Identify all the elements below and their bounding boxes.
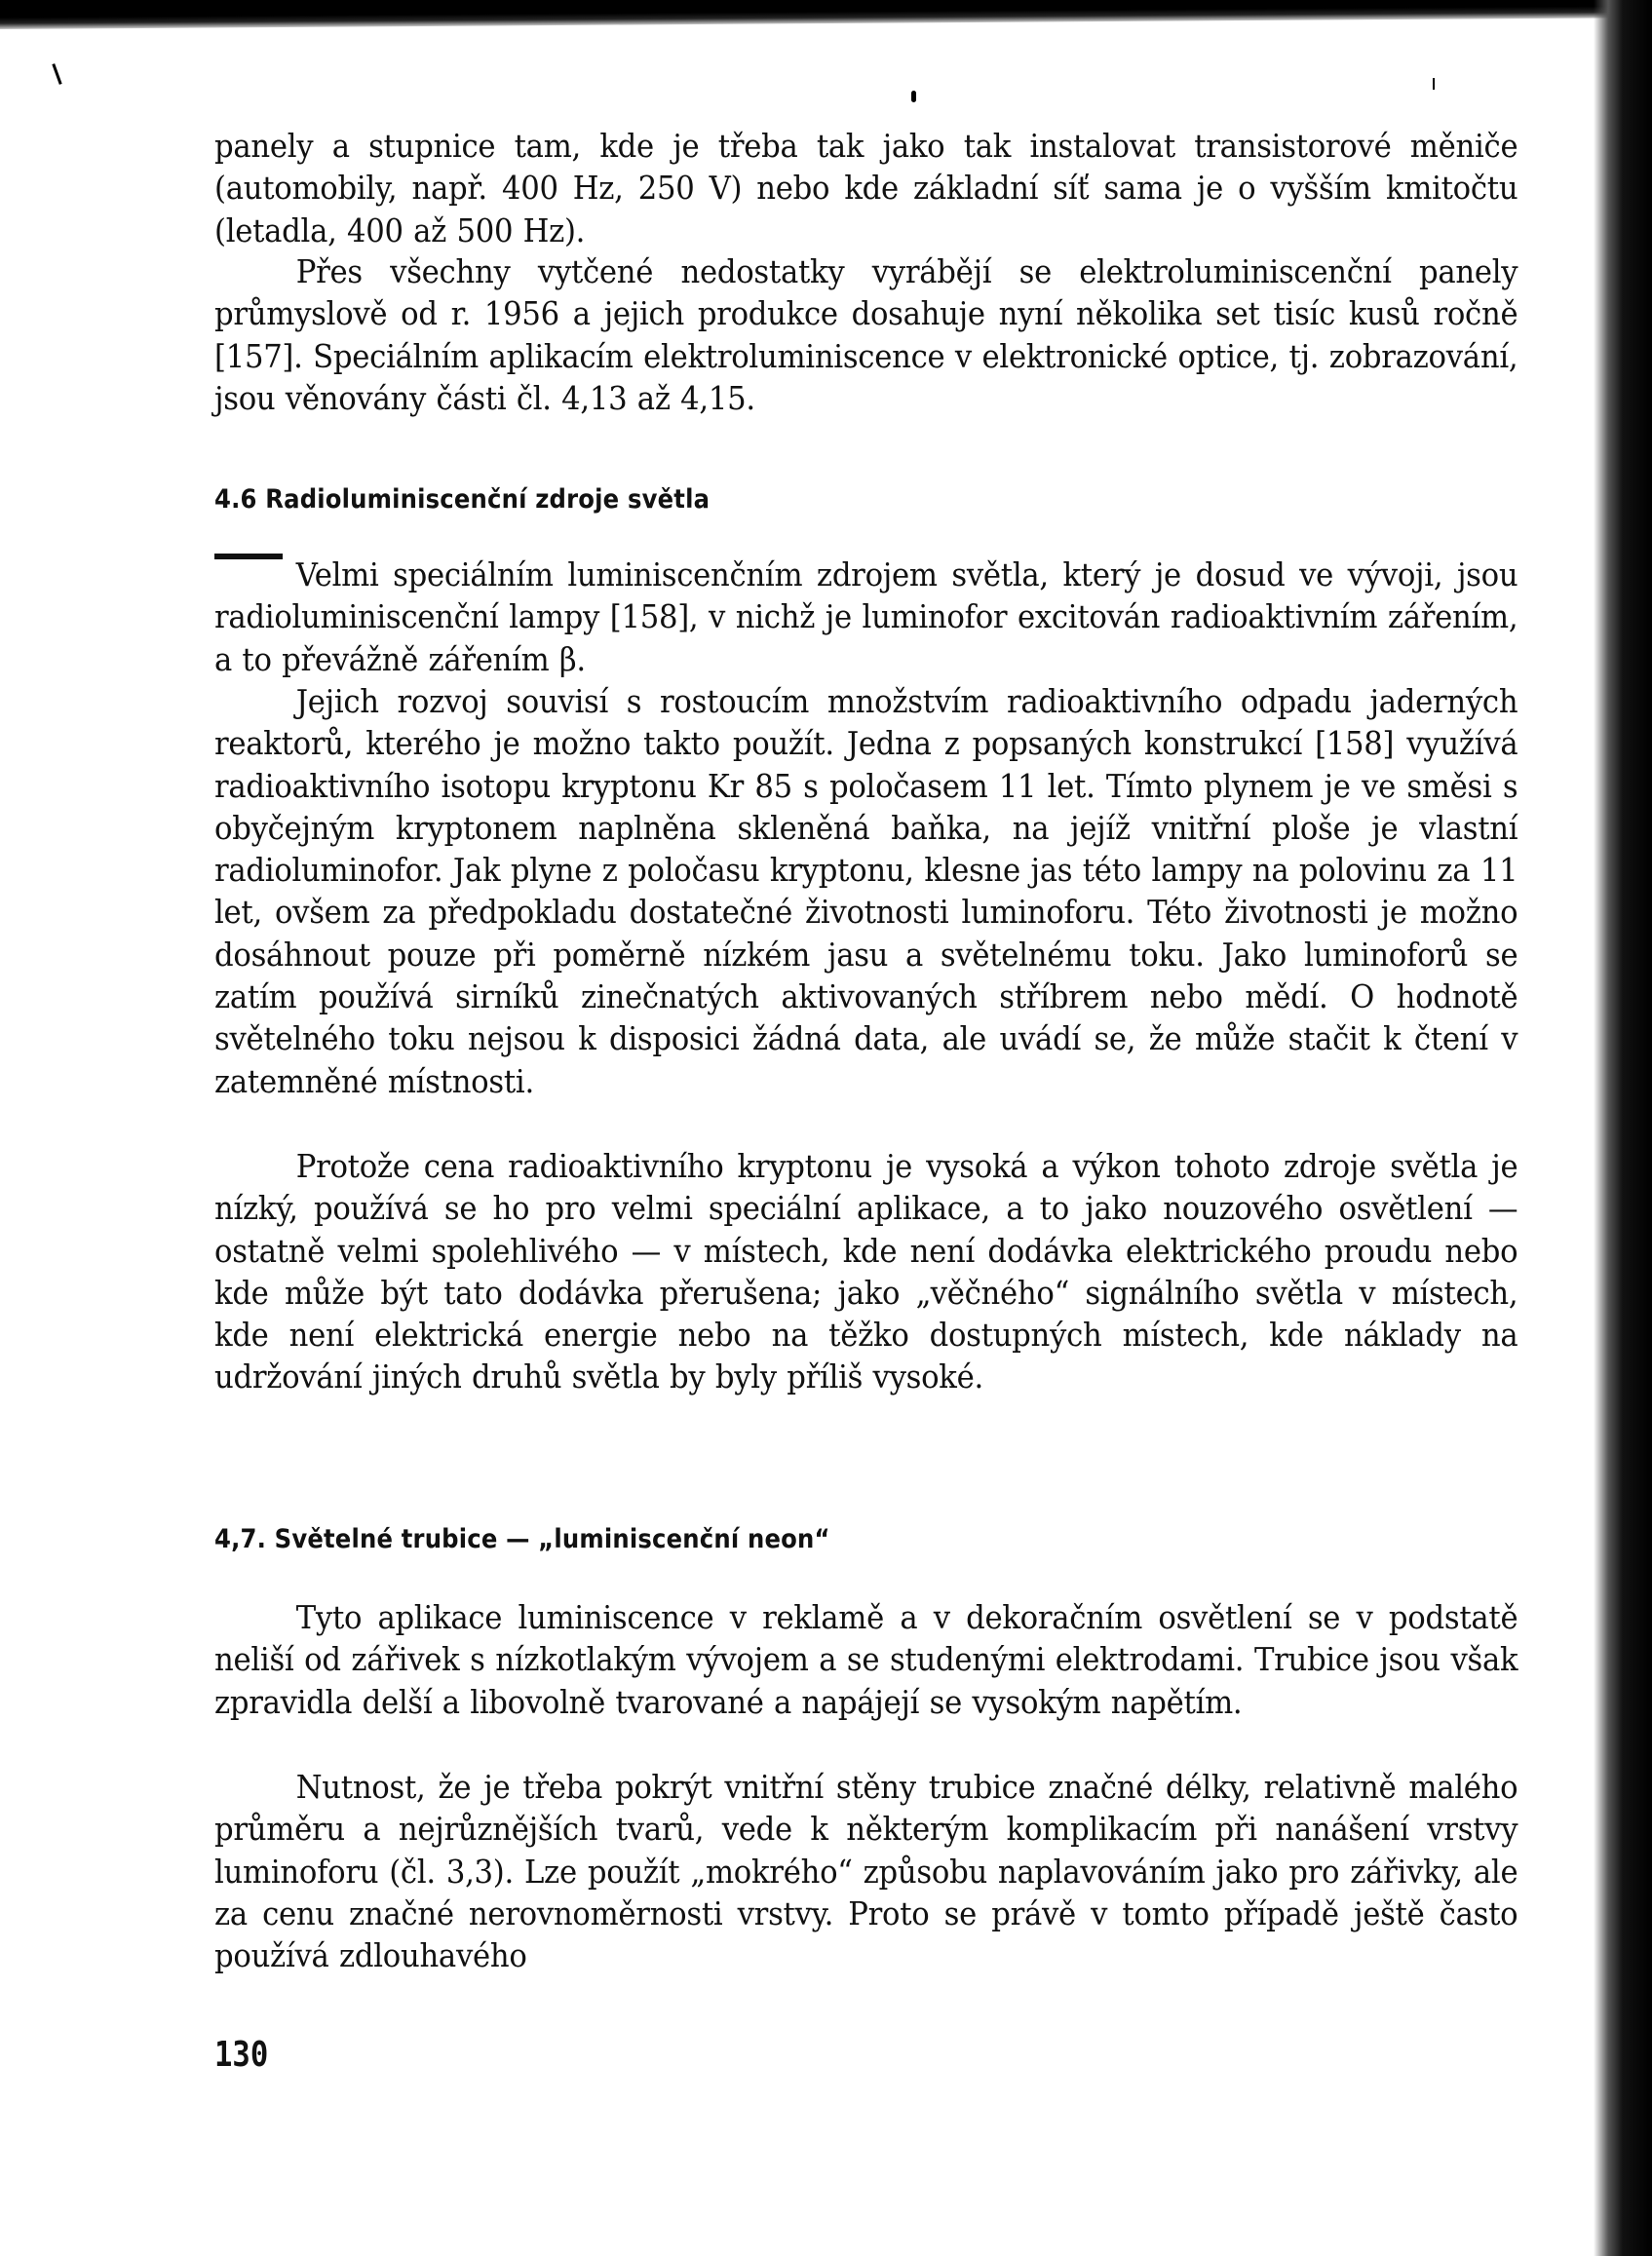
paragraph: Protože cena radioaktivního kryptonu je vysoká a výkon tohoto zdroje světla je nízký, používá se ho pro velmi speciální aplikace, a to jako nouzového osvětlení — ostatně velmi spolehlivého — v místech, kde není dodávka elektrického proudu nebo kde může být tato dodávka přerušena; jako „věčného“ signálního světla v místech, kde není elektrická energie nebo na těžko dostupných místech, kde náklady na udržování jiných druhů světla by byly příliš vysoké. xyxy=(214,1147,1518,1396)
paragraph: Tyto aplikace luminiscence v reklamě a v dekoračním osvětlení se v podstatě neliší od zářivek s nízkotlakým vývojem a se studenými elektrodami. Trubice jsou však zpravidla delší a libovolně tvarované a napájejí se vysokým napětím. xyxy=(214,1598,1518,1721)
paragraph: Nutnost, že je třeba pokrýt vnitřní stěny trubice značné délky, relativně malého průměru a nejrůznějších tvarů, vede k některým komplikacím při nanášení vrstvy luminoforu (čl. 3,3). Lze použít „mokrého“ způsobu naplavováním jako pro zářivky, ale za cenu značné nerovnoměrnosti vrstvy. Proto se právě v tomto případě ještě často používá zdlouhavého xyxy=(214,1768,1518,1975)
section-heading-4-6: 4.6 Radioluminiscenční zdroje světla xyxy=(214,484,711,515)
scan-top-shadow xyxy=(0,0,1652,29)
paragraph: Přes všechny vytčené nedostatky vyrábějí se elektroluminiscenční panely průmyslově od r. 1956 a jejich produkce dosahuje nyní několika set tisíc kusů ročně [157]. Speciálním aplikacím elektroluminiscence v elektronické optice, tj. zobrazování, jsou věnovány části čl. 4,13 až 4,15. xyxy=(214,252,1518,417)
scan-speck xyxy=(1433,78,1435,90)
page-number: 130 xyxy=(214,2035,269,2075)
paragraph: Jejich rozvoj souvisí s rostoucím množstvím radioaktivního odpadu jaderných reaktorů, kterého je možno takto použít. Jedna z popsaných konstrukcí [158] využívá radioaktivního isotopu kryptonu Kr 85 s poločasem 11 let. Tímto plynem je ve směsi s obyčejným kryptonem naplněna skleněná baňka, na jejíž vnitřní ploše je vlastní radioluminofor. Jak plyne z poločasu kryptonu, klesne jas této lampy na polovinu za 11 let, ovšem za předpokladu dostatečné životnosti luminoforu. Této životnosti je možno dosáhnout pouze při poměrně nízkém jasu a světelnému toku. Jako luminoforů se zatím používá sirníků zinečnatých aktivovaných stříbrem nebo mědí. O hodnotě světelného toku nejsou k disposici žádná data, ale uvádí se, že může stačit k čtení v zatemněné místnosti. xyxy=(214,682,1518,1100)
scan-speck xyxy=(911,91,916,102)
paragraph: panely a stupnice tam, kde je třeba tak jako tak instalovat transistorové měniče (automobily, např. 400 Hz, 250 V) nebo kde základní síť sama je o vyšším kmitočtu (letadla, 400 až 500 Hz). xyxy=(214,127,1518,249)
section-heading-4-7: 4,7. Světelné trubice — „luminiscenční neon“ xyxy=(214,1524,830,1554)
paragraph: Velmi speciálním luminiscenčním zdrojem světla, který je dosud ve vývoji, jsou radioluminiscenční lampy [158], v nichž je luminofor excitován radioaktivním zářením, a to převážně zářením β. xyxy=(214,555,1518,678)
scan-speck xyxy=(52,63,61,85)
scan-right-edge-shadow xyxy=(1594,0,1652,2256)
